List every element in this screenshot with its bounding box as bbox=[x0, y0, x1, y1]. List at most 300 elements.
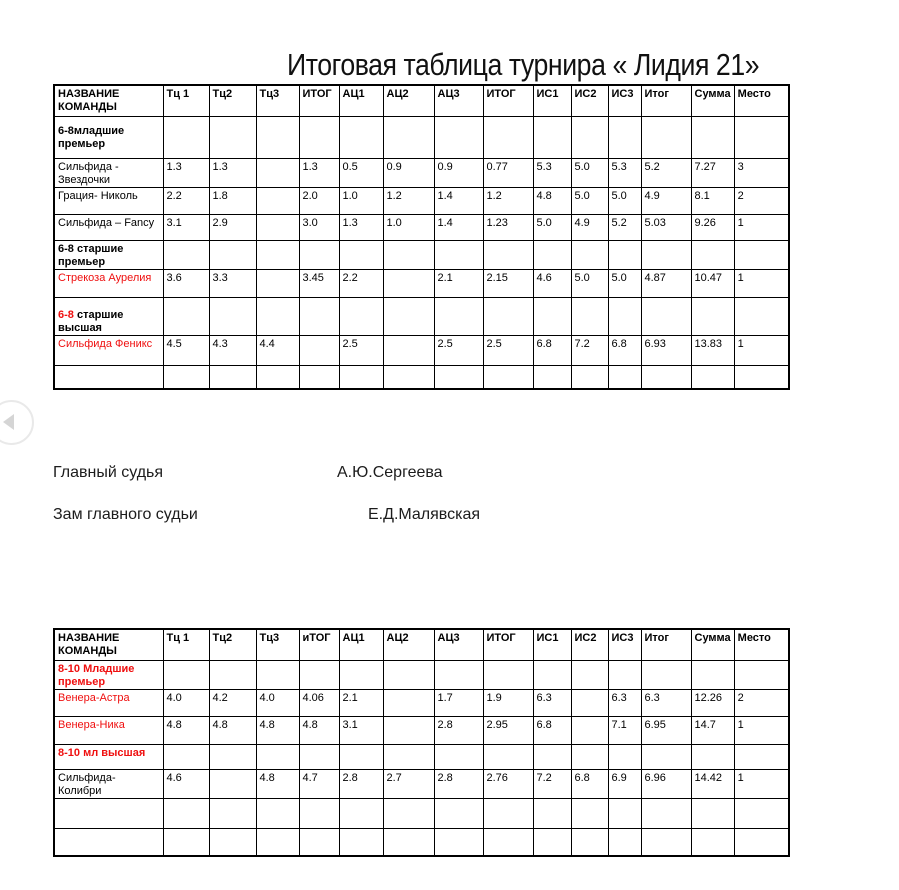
name-text: 8-10 Младшие премьер bbox=[58, 662, 135, 688]
score-cell bbox=[571, 365, 608, 389]
score-cell bbox=[641, 365, 691, 389]
score-cell bbox=[641, 744, 691, 769]
score-cell bbox=[383, 116, 434, 158]
score-cell bbox=[571, 744, 608, 769]
score-cell bbox=[299, 240, 339, 269]
name-text: Грация- Николь bbox=[58, 189, 138, 202]
score-cell bbox=[608, 660, 641, 689]
score-cell bbox=[691, 365, 734, 389]
score-cell bbox=[533, 798, 571, 828]
category-label-cell bbox=[54, 828, 163, 856]
score-cell: 4.06 bbox=[299, 689, 339, 716]
score-column-header: АЦ3 bbox=[434, 629, 483, 660]
name-text: 6-8младшие премьер bbox=[58, 124, 125, 150]
score-cell: 5.0 bbox=[571, 187, 608, 214]
score-cell bbox=[299, 297, 339, 335]
score-cell bbox=[434, 116, 483, 158]
score-column-header: Место bbox=[734, 85, 789, 116]
name-text: Сильфида - Звездочки bbox=[58, 160, 119, 186]
score-cell bbox=[434, 828, 483, 856]
score-cell bbox=[209, 240, 256, 269]
score-cell bbox=[256, 744, 299, 769]
score-column-header: ИС1 bbox=[533, 85, 571, 116]
score-column-header: АЦ2 bbox=[383, 85, 434, 116]
score-cell bbox=[571, 798, 608, 828]
score-cell: 1 bbox=[734, 335, 789, 365]
score-cell: 7.1 bbox=[608, 716, 641, 744]
score-cell: 12.26 bbox=[691, 689, 734, 716]
score-cell: 6.96 bbox=[641, 769, 691, 798]
score-cell bbox=[691, 798, 734, 828]
score-cell bbox=[608, 744, 641, 769]
score-cell: 4.8 bbox=[209, 716, 256, 744]
score-cell bbox=[339, 798, 383, 828]
chief-judge-name: А.Ю.Сергеева bbox=[337, 464, 443, 481]
score-cell bbox=[533, 660, 571, 689]
score-cell: 7.2 bbox=[571, 335, 608, 365]
score-cell bbox=[571, 660, 608, 689]
score-cell bbox=[571, 116, 608, 158]
score-cell: 1 bbox=[734, 716, 789, 744]
score-cell: 2.5 bbox=[483, 335, 533, 365]
score-cell: 2.15 bbox=[483, 269, 533, 297]
name-text: Сильфида- Колибри bbox=[58, 771, 116, 797]
header-row bbox=[54, 85, 789, 116]
score-cell bbox=[434, 297, 483, 335]
team-name-cell bbox=[54, 716, 163, 744]
score-cell: 4.2 bbox=[209, 689, 256, 716]
score-cell bbox=[691, 660, 734, 689]
score-cell: 2.76 bbox=[483, 769, 533, 798]
score-cell bbox=[383, 660, 434, 689]
score-cell bbox=[691, 744, 734, 769]
score-cell: 4.7 bbox=[299, 769, 339, 798]
score-cell bbox=[434, 744, 483, 769]
score-cell bbox=[734, 828, 789, 856]
score-cell: 4.0 bbox=[256, 689, 299, 716]
score-cell bbox=[299, 116, 339, 158]
score-cell: 1 bbox=[734, 769, 789, 798]
score-cell bbox=[339, 116, 383, 158]
score-cell bbox=[383, 365, 434, 389]
score-cell: 5.0 bbox=[608, 187, 641, 214]
score-cell bbox=[163, 828, 209, 856]
results-table-lower bbox=[53, 628, 790, 857]
score-cell bbox=[608, 297, 641, 335]
team-name-cell bbox=[54, 214, 163, 240]
score-cell: 4.5 bbox=[163, 335, 209, 365]
score-cell: 6.9 bbox=[608, 769, 641, 798]
score-cell: 2.0 bbox=[299, 187, 339, 214]
score-cell: 1.7 bbox=[434, 689, 483, 716]
score-cell: 2.5 bbox=[339, 335, 383, 365]
score-cell bbox=[483, 798, 533, 828]
name-text: старшие высшая bbox=[58, 308, 124, 334]
page-title: Итоговая таблица турнира « Лидия 21» bbox=[287, 46, 760, 82]
score-cell: 5.2 bbox=[641, 158, 691, 187]
team-name-header: НАЗВАНИЕ КОМАНДЫ bbox=[54, 85, 163, 116]
header-row bbox=[54, 629, 789, 660]
score-cell: 2 bbox=[734, 689, 789, 716]
score-cell: 2.1 bbox=[339, 689, 383, 716]
team-row bbox=[54, 158, 789, 187]
score-cell bbox=[256, 116, 299, 158]
score-cell bbox=[209, 365, 256, 389]
score-cell: 1.8 bbox=[209, 187, 256, 214]
score-cell: 3.45 bbox=[299, 269, 339, 297]
category-row bbox=[54, 660, 789, 689]
score-cell: 3.6 bbox=[163, 269, 209, 297]
score-cell bbox=[299, 744, 339, 769]
category-label-cell bbox=[54, 744, 163, 769]
score-cell bbox=[256, 365, 299, 389]
score-cell bbox=[339, 660, 383, 689]
score-column-header: Итог bbox=[641, 85, 691, 116]
score-cell bbox=[533, 744, 571, 769]
score-cell: 6.93 bbox=[641, 335, 691, 365]
previous-page-button[interactable] bbox=[0, 400, 34, 445]
score-cell bbox=[483, 660, 533, 689]
category-row bbox=[54, 297, 789, 335]
score-cell: 3 bbox=[734, 158, 789, 187]
score-cell: 5.03 bbox=[641, 214, 691, 240]
score-column-header: Итог bbox=[641, 629, 691, 660]
score-cell bbox=[163, 744, 209, 769]
score-cell: 4.9 bbox=[571, 214, 608, 240]
category-label-cell bbox=[54, 116, 163, 158]
score-cell: 4.0 bbox=[163, 689, 209, 716]
score-column-header: ИТОГ bbox=[483, 629, 533, 660]
score-column-header: Тц 1 bbox=[163, 85, 209, 116]
name-text: Стрекоза Аурелия bbox=[58, 271, 152, 284]
score-cell: 5.2 bbox=[608, 214, 641, 240]
team-name-cell bbox=[54, 689, 163, 716]
score-cell bbox=[256, 660, 299, 689]
score-cell bbox=[299, 335, 339, 365]
score-cell bbox=[533, 240, 571, 269]
score-cell: 0.77 bbox=[483, 158, 533, 187]
score-cell bbox=[571, 297, 608, 335]
score-cell bbox=[163, 365, 209, 389]
score-cell bbox=[571, 716, 608, 744]
score-cell: 13.83 bbox=[691, 335, 734, 365]
score-cell: 2.8 bbox=[339, 769, 383, 798]
score-cell bbox=[256, 297, 299, 335]
results-table-upper bbox=[53, 84, 790, 390]
score-cell bbox=[483, 116, 533, 158]
score-cell bbox=[163, 240, 209, 269]
score-cell: 2.2 bbox=[163, 187, 209, 214]
score-cell bbox=[641, 116, 691, 158]
score-cell: 6.8 bbox=[571, 769, 608, 798]
score-cell: 1.0 bbox=[383, 214, 434, 240]
score-cell bbox=[299, 828, 339, 856]
score-cell bbox=[209, 769, 256, 798]
score-cell bbox=[339, 240, 383, 269]
score-cell: 10.47 bbox=[691, 269, 734, 297]
name-text: 8-10 мл высшая bbox=[58, 746, 146, 759]
score-cell: 1.2 bbox=[483, 187, 533, 214]
chief-judge-line bbox=[53, 464, 613, 484]
score-cell bbox=[483, 744, 533, 769]
score-cell: 0.9 bbox=[383, 158, 434, 187]
team-name-header: НАЗВАНИЕ КОМАНДЫ bbox=[54, 629, 163, 660]
score-cell bbox=[533, 365, 571, 389]
score-cell bbox=[383, 716, 434, 744]
score-cell bbox=[734, 660, 789, 689]
score-cell: 1 bbox=[734, 214, 789, 240]
score-cell: 2.8 bbox=[434, 769, 483, 798]
team-name-cell bbox=[54, 769, 163, 798]
category-label-cell bbox=[54, 240, 163, 269]
score-cell: 5.0 bbox=[571, 269, 608, 297]
score-column-header: АЦ3 bbox=[434, 85, 483, 116]
score-cell: 5.0 bbox=[571, 158, 608, 187]
score-cell bbox=[209, 297, 256, 335]
score-column-header: АЦ1 bbox=[339, 85, 383, 116]
score-cell: 6.3 bbox=[608, 689, 641, 716]
score-cell bbox=[339, 828, 383, 856]
score-cell bbox=[383, 828, 434, 856]
score-cell: 4.6 bbox=[163, 769, 209, 798]
score-cell bbox=[533, 828, 571, 856]
score-column-header: ИТОГ bbox=[299, 85, 339, 116]
name-text: Венера-Астра bbox=[58, 691, 130, 704]
score-column-header: Тц2 bbox=[209, 85, 256, 116]
score-cell bbox=[734, 744, 789, 769]
score-cell bbox=[734, 240, 789, 269]
score-cell bbox=[256, 158, 299, 187]
score-cell bbox=[641, 297, 691, 335]
score-column-header: Тц 1 bbox=[163, 629, 209, 660]
name-text: Венера-Ника bbox=[58, 718, 125, 731]
score-cell: 4.8 bbox=[299, 716, 339, 744]
score-cell bbox=[533, 297, 571, 335]
score-column-header: АЦ1 bbox=[339, 629, 383, 660]
score-cell bbox=[383, 269, 434, 297]
score-cell: 8.1 bbox=[691, 187, 734, 214]
score-cell: 2.95 bbox=[483, 716, 533, 744]
score-cell bbox=[533, 116, 571, 158]
score-cell bbox=[383, 689, 434, 716]
score-cell bbox=[691, 297, 734, 335]
score-cell bbox=[571, 828, 608, 856]
score-cell: 2.8 bbox=[434, 716, 483, 744]
score-cell bbox=[641, 828, 691, 856]
score-cell: 6.3 bbox=[533, 689, 571, 716]
category-row bbox=[54, 744, 789, 769]
score-cell bbox=[256, 187, 299, 214]
score-cell: 1.4 bbox=[434, 187, 483, 214]
score-cell: 4.8 bbox=[533, 187, 571, 214]
score-cell bbox=[209, 116, 256, 158]
score-cell: 3.1 bbox=[339, 716, 383, 744]
category-label-cell bbox=[54, 365, 163, 389]
score-cell bbox=[608, 798, 641, 828]
score-cell bbox=[299, 365, 339, 389]
team-name-cell bbox=[54, 158, 163, 187]
score-cell bbox=[383, 744, 434, 769]
score-cell: 6.8 bbox=[533, 716, 571, 744]
deputy-judge-label: Зам главного судьи bbox=[53, 506, 198, 523]
team-name-cell bbox=[54, 187, 163, 214]
score-cell bbox=[299, 660, 339, 689]
team-row bbox=[54, 187, 789, 214]
score-cell bbox=[483, 240, 533, 269]
score-cell: 0.9 bbox=[434, 158, 483, 187]
score-cell: 4.8 bbox=[163, 716, 209, 744]
score-cell: 4.3 bbox=[209, 335, 256, 365]
score-cell: 7.27 bbox=[691, 158, 734, 187]
score-cell bbox=[383, 240, 434, 269]
score-cell bbox=[256, 828, 299, 856]
score-cell: 9.26 bbox=[691, 214, 734, 240]
score-cell: 4.9 bbox=[641, 187, 691, 214]
score-cell: 1 bbox=[734, 269, 789, 297]
score-cell bbox=[734, 297, 789, 335]
score-column-header: Сумма bbox=[691, 85, 734, 116]
score-column-header: Место bbox=[734, 629, 789, 660]
score-cell bbox=[434, 240, 483, 269]
team-row bbox=[54, 769, 789, 798]
chevron-left-icon bbox=[3, 414, 14, 430]
score-cell bbox=[209, 828, 256, 856]
score-cell: 1.3 bbox=[339, 214, 383, 240]
score-cell bbox=[434, 660, 483, 689]
score-cell: 5.0 bbox=[533, 214, 571, 240]
score-column-header: АЦ2 bbox=[383, 629, 434, 660]
score-cell: 1.0 bbox=[339, 187, 383, 214]
team-row bbox=[54, 214, 789, 240]
score-cell: 2.2 bbox=[339, 269, 383, 297]
score-cell bbox=[209, 744, 256, 769]
name-text: 6-8 bbox=[58, 308, 74, 321]
score-cell bbox=[571, 240, 608, 269]
score-cell: 0.5 bbox=[339, 158, 383, 187]
team-row bbox=[54, 716, 789, 744]
score-cell bbox=[339, 297, 383, 335]
score-cell bbox=[608, 240, 641, 269]
score-cell: 6.8 bbox=[533, 335, 571, 365]
score-column-header: ИТОГ bbox=[483, 85, 533, 116]
team-row bbox=[54, 335, 789, 365]
score-column-header: Тц3 bbox=[256, 629, 299, 660]
score-cell: 4.8 bbox=[256, 769, 299, 798]
score-cell bbox=[691, 116, 734, 158]
name-text: 6-8 старшие премьер bbox=[58, 242, 124, 268]
score-cell bbox=[383, 335, 434, 365]
score-column-header: ИС3 bbox=[608, 85, 641, 116]
score-cell: 7.2 bbox=[533, 769, 571, 798]
score-cell bbox=[734, 116, 789, 158]
category-row bbox=[54, 240, 789, 269]
score-cell bbox=[209, 660, 256, 689]
score-cell bbox=[641, 798, 691, 828]
score-cell: 1.3 bbox=[299, 158, 339, 187]
score-cell bbox=[256, 798, 299, 828]
score-cell bbox=[256, 269, 299, 297]
score-cell bbox=[734, 798, 789, 828]
score-cell: 5.3 bbox=[533, 158, 571, 187]
score-cell bbox=[339, 744, 383, 769]
score-cell bbox=[256, 240, 299, 269]
score-cell bbox=[641, 660, 691, 689]
score-cell bbox=[691, 240, 734, 269]
team-name-cell bbox=[54, 335, 163, 365]
deputy-judge-name: Е.Д.Малявская bbox=[368, 506, 481, 523]
score-cell: 4.6 bbox=[533, 269, 571, 297]
score-column-header: Тц3 bbox=[256, 85, 299, 116]
name-text: Сильфида – Fancy bbox=[58, 216, 155, 229]
score-cell: 2.5 bbox=[434, 335, 483, 365]
score-cell bbox=[299, 798, 339, 828]
score-column-header: ИС1 bbox=[533, 629, 571, 660]
score-cell: 2.1 bbox=[434, 269, 483, 297]
team-row bbox=[54, 689, 789, 716]
score-cell bbox=[256, 214, 299, 240]
team-name-cell bbox=[54, 269, 163, 297]
score-cell bbox=[608, 116, 641, 158]
score-cell: 1.3 bbox=[209, 158, 256, 187]
empty-row bbox=[54, 798, 789, 828]
score-cell bbox=[691, 828, 734, 856]
score-column-header: иТОГ bbox=[299, 629, 339, 660]
score-cell: 1.4 bbox=[434, 214, 483, 240]
score-cell: 3.3 bbox=[209, 269, 256, 297]
score-cell: 3.0 bbox=[299, 214, 339, 240]
score-cell bbox=[483, 297, 533, 335]
score-cell: 4.8 bbox=[256, 716, 299, 744]
score-cell: 1.23 bbox=[483, 214, 533, 240]
name-text: Сильфида Феникс bbox=[58, 337, 153, 350]
score-column-header: Тц2 bbox=[209, 629, 256, 660]
team-row bbox=[54, 269, 789, 297]
score-cell: 14.7 bbox=[691, 716, 734, 744]
score-cell: 1.9 bbox=[483, 689, 533, 716]
score-cell bbox=[483, 828, 533, 856]
empty-row bbox=[54, 828, 789, 856]
score-cell: 2 bbox=[734, 187, 789, 214]
score-cell bbox=[641, 240, 691, 269]
score-cell bbox=[434, 365, 483, 389]
score-cell bbox=[608, 365, 641, 389]
score-column-header: ИС2 bbox=[571, 85, 608, 116]
score-cell: 4.4 bbox=[256, 335, 299, 365]
score-cell: 1.3 bbox=[163, 158, 209, 187]
score-cell bbox=[734, 365, 789, 389]
category-label-cell bbox=[54, 660, 163, 689]
score-cell: 6.8 bbox=[608, 335, 641, 365]
category-label-cell bbox=[54, 798, 163, 828]
score-cell: 2.9 bbox=[209, 214, 256, 240]
score-cell bbox=[383, 798, 434, 828]
empty-row bbox=[54, 365, 789, 389]
score-cell: 1.2 bbox=[383, 187, 434, 214]
deputy-judge-line bbox=[53, 506, 613, 526]
chief-judge-label: Главный судья bbox=[53, 464, 164, 481]
score-column-header: ИС3 bbox=[608, 629, 641, 660]
score-cell bbox=[383, 297, 434, 335]
score-cell bbox=[163, 116, 209, 158]
score-cell bbox=[434, 798, 483, 828]
score-cell: 14.42 bbox=[691, 769, 734, 798]
score-cell bbox=[571, 689, 608, 716]
score-cell: 5.3 bbox=[608, 158, 641, 187]
score-cell bbox=[608, 828, 641, 856]
score-cell: 2.7 bbox=[383, 769, 434, 798]
score-cell: 6.3 bbox=[641, 689, 691, 716]
score-cell bbox=[339, 365, 383, 389]
